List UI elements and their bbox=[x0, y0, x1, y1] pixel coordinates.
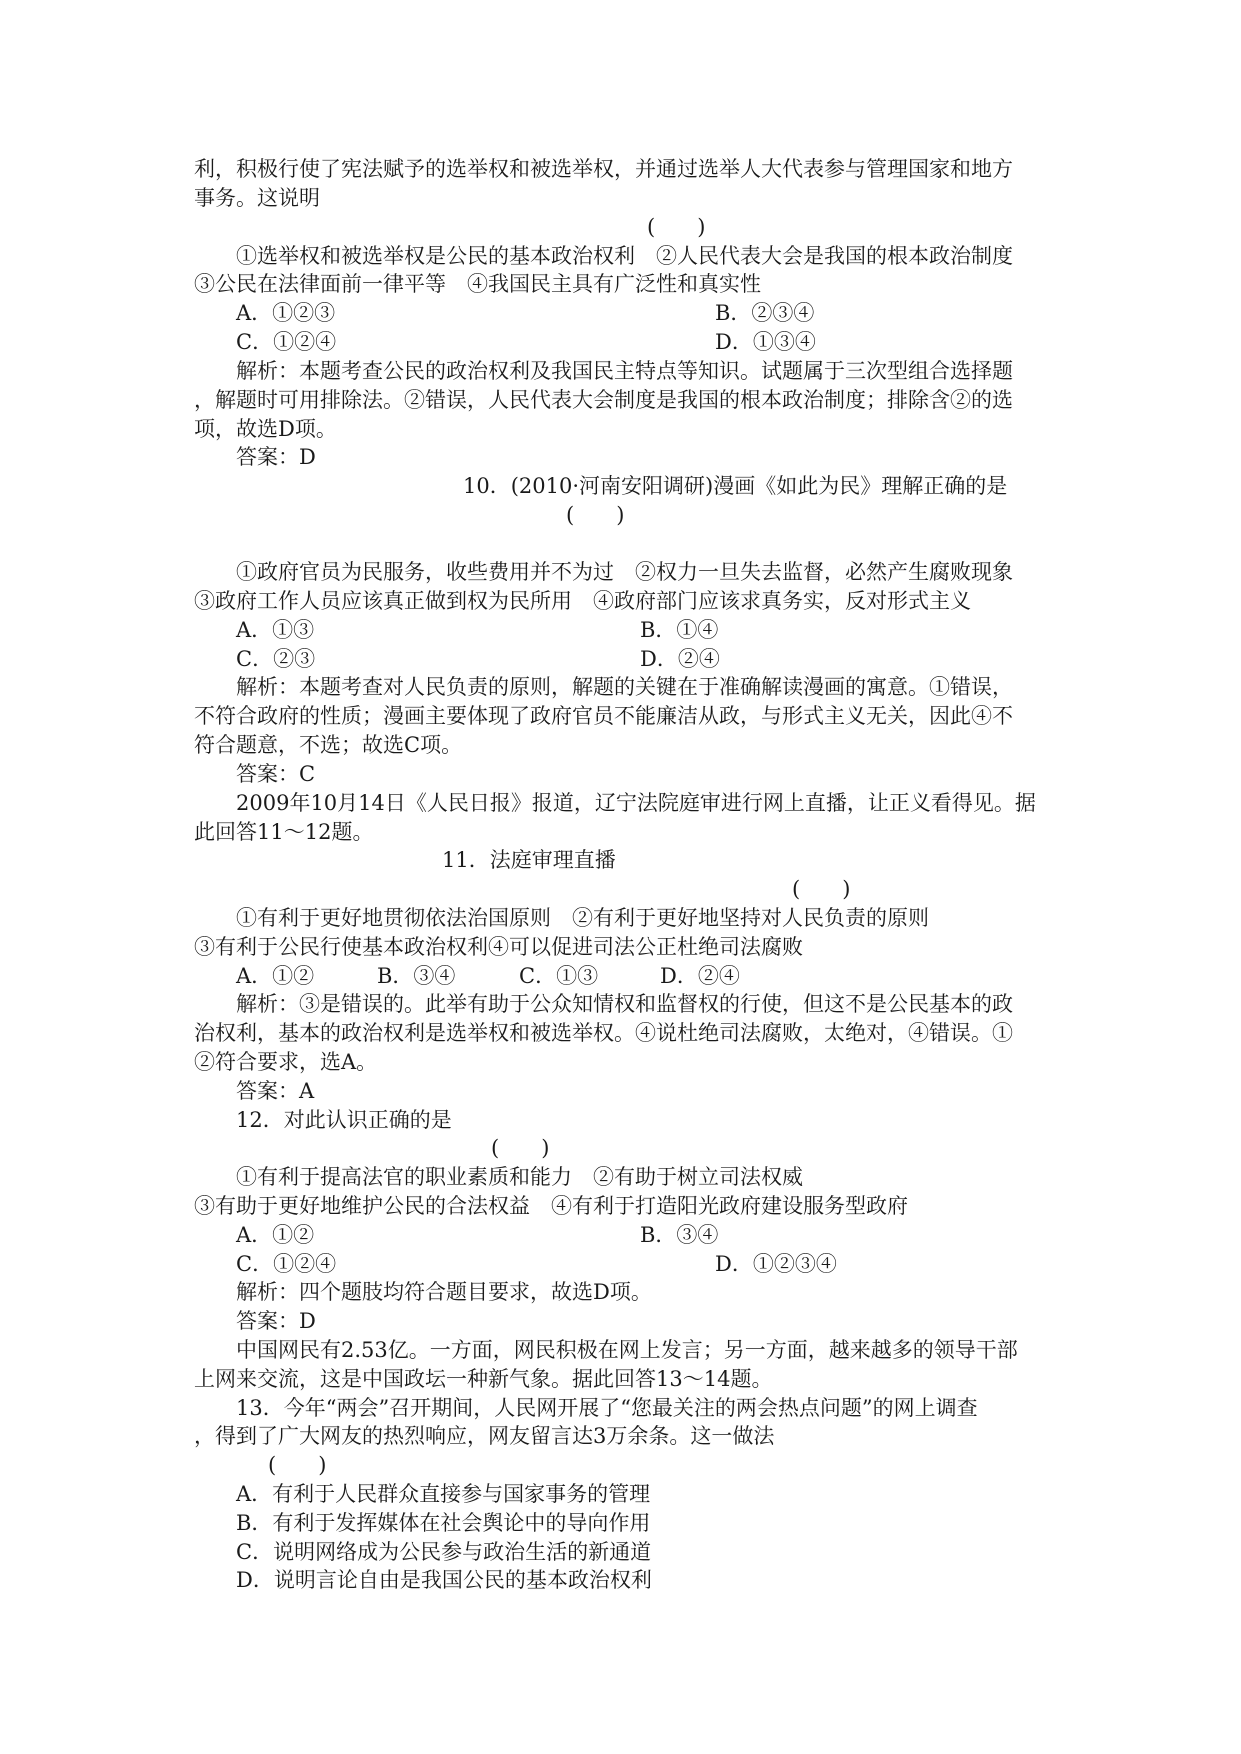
option-d: D．①③④ bbox=[715, 330, 816, 354]
statement-line: ①有利于更好地贯彻依法治国原则 ②有利于更好地坚持对人民负责的原则 bbox=[236, 906, 929, 930]
text-line: 事务。这说明 bbox=[194, 186, 320, 210]
analysis-line: 解析：本题考查公民的政治权利及我国民主特点等知识。试题属于三次型组合选择题 bbox=[236, 359, 1013, 383]
option-b: B．①④ bbox=[640, 618, 719, 642]
analysis-line: 不符合政府的性质；漫画主要体现了政府官员不能廉洁从政，与形式主义无关，因此④不 bbox=[194, 704, 1013, 728]
answer-bracket: ( ) bbox=[491, 1136, 550, 1160]
question-11-title: 11．法庭审理直播 bbox=[442, 848, 616, 872]
material-line: 此回答11～12题。 bbox=[194, 820, 374, 844]
statement-line: ③公民在法律面前一律平等 ④我国民主具有广泛性和真实性 bbox=[194, 272, 761, 296]
option-a: A．①②③ bbox=[236, 301, 336, 325]
analysis-line: ，解题时可用排除法。②错误，人民代表大会制度是我国的根本政治制度；排除含②的选 bbox=[194, 388, 1013, 412]
analysis-line: 项，故选D项。 bbox=[194, 417, 337, 441]
option-a: A．①② bbox=[236, 964, 315, 988]
option-b: B．③④ bbox=[640, 1223, 719, 1247]
statement-line: ③有助于更好地维护公民的合法权益 ④有利于打造阳光政府建设服务型政府 bbox=[194, 1194, 908, 1218]
question-13-title: 13．今年“两会”召开期间，人民网开展了“您最关注的两会热点问题”的网上调查 bbox=[236, 1396, 978, 1420]
statement-line: ③有利于公民行使基本政治权利④可以促进司法公正杜绝司法腐败 bbox=[194, 935, 803, 959]
material-line: 中国网民有2.53亿。一方面，网民积极在网上发言；另一方面，越来越多的领导干部 bbox=[236, 1338, 1018, 1362]
analysis-line: 解析：③是错误的。此举有助于公众知情权和监督权的行使，但这不是公民基本的政 bbox=[236, 992, 1013, 1016]
option-c: C．①②④ bbox=[236, 1252, 337, 1276]
question-10-title: 10．(2010·河南安阳调研)漫画《如此为民》理解正确的是 bbox=[463, 474, 1008, 498]
statement-line: ①有利于提高法官的职业素质和能力 ②有助于树立司法权威 bbox=[236, 1165, 803, 1189]
answer-line: 答案：C bbox=[236, 762, 316, 786]
statement-line: ③政府工作人员应该真正做到权为民所用 ④政府部门应该求真务实，反对形式主义 bbox=[194, 589, 971, 613]
answer-line: 答案：D bbox=[236, 1309, 316, 1333]
statement-line: ①选举权和被选举权是公民的基本政治权利 ②人民代表大会是我国的根本政治制度 bbox=[236, 244, 1013, 268]
question-12-title: 12．对此认识正确的是 bbox=[236, 1108, 452, 1132]
material-line: 上网来交流，这是中国政坛一种新气象。据此回答13～14题。 bbox=[194, 1367, 773, 1391]
option-c: C．说明网络成为公民参与政治生活的新通道 bbox=[236, 1540, 652, 1564]
question-line: ，得到了广大网友的热烈响应，网友留言达3万余条。这一做法 bbox=[194, 1424, 775, 1448]
answer-bracket: ( ) bbox=[268, 1453, 327, 1477]
option-d: D．②④ bbox=[640, 647, 720, 671]
option-b: B．③④ bbox=[377, 964, 456, 988]
option-a: A．①② bbox=[236, 1223, 315, 1247]
material-line: 2009年10月14日《人民日报》报道，辽宁法院庭审进行网上直播，让正义看得见。据 bbox=[236, 791, 1036, 815]
answer-line: 答案：D bbox=[236, 445, 316, 469]
option-b: B．有利于发挥媒体在社会舆论中的导向作用 bbox=[236, 1511, 651, 1535]
answer-bracket: ( ) bbox=[566, 503, 625, 527]
option-d: D．①②③④ bbox=[715, 1252, 837, 1276]
option-c: C．①③ bbox=[519, 964, 599, 988]
statement-line: ①政府官员为民服务，收些费用并不为过 ②权力一旦失去监督，必然产生腐败现象 bbox=[236, 560, 1013, 584]
option-a: A．有利于人民群众直接参与国家事务的管理 bbox=[236, 1482, 651, 1506]
option-a: A．①③ bbox=[236, 618, 315, 642]
answer-line: 答案：A bbox=[236, 1079, 315, 1103]
answer-bracket: ( ) bbox=[647, 215, 706, 239]
text-line: 利，积极行使了宪法赋予的选举权和被选举权，并通过选举人大代表参与管理国家和地方 bbox=[194, 157, 1013, 181]
option-d: D．说明言论自由是我国公民的基本政治权利 bbox=[236, 1568, 652, 1592]
answer-bracket: ( ) bbox=[792, 877, 851, 901]
analysis-line: 符合题意，不选；故选C项。 bbox=[194, 733, 463, 757]
option-b: B．②③④ bbox=[715, 301, 815, 325]
analysis-line: 治权利，基本的政治权利是选举权和被选举权。④说杜绝司法腐败，太绝对，④错误。① bbox=[194, 1021, 1013, 1045]
analysis-line: 解析：四个题肢均符合题目要求，故选D项。 bbox=[236, 1280, 652, 1304]
analysis-line: ②符合要求，选A。 bbox=[194, 1050, 378, 1074]
analysis-line: 解析：本题考查对人民负责的原则，解题的关键在于准确解读漫画的寓意。①错误， bbox=[236, 675, 1013, 699]
option-c: C．②③ bbox=[236, 647, 316, 671]
option-d: D．②④ bbox=[660, 964, 740, 988]
option-c: C．①②④ bbox=[236, 330, 337, 354]
